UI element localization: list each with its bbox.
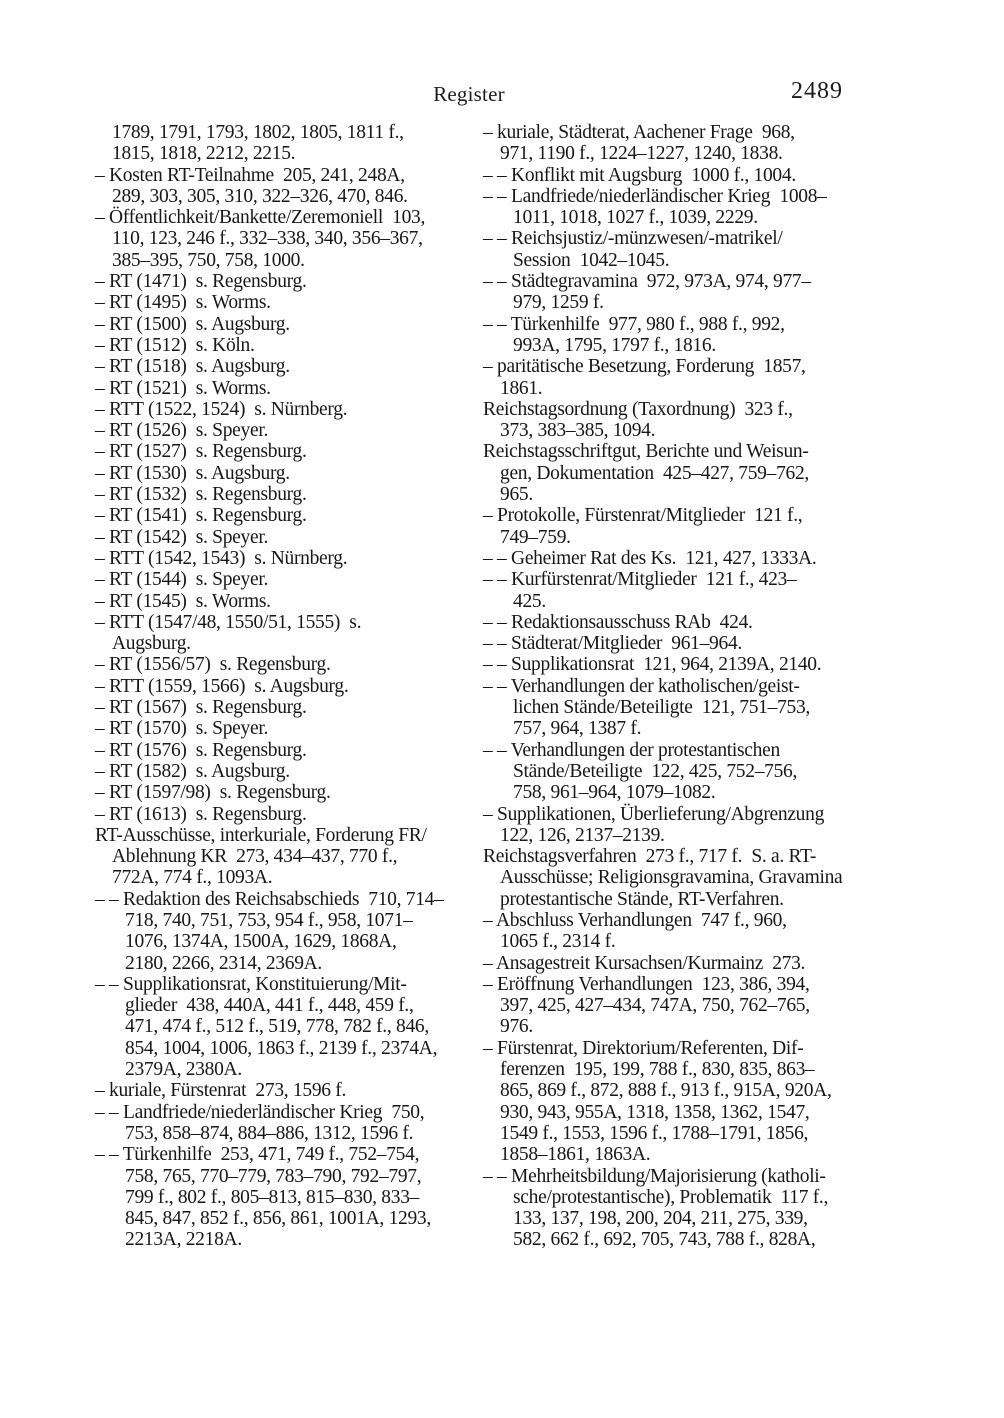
index-column-right — [483, 122, 893, 1251]
index-line: 373, 383–385, 1094. — [500, 420, 656, 442]
index-line: – – Konflikt mit Augsburg 1000 f., 1004. — [483, 164, 796, 186]
index-line: 1076, 1374A, 1500A, 1629, 1868A, — [125, 931, 397, 953]
index-line: – RTT (1547/48, 1550/51, 1555) s. — [95, 611, 362, 633]
index-line: – RT (1527) s. Regensburg. — [95, 441, 307, 463]
index-line: 1815, 1818, 2212, 2215. — [112, 143, 296, 165]
index-line: 993A, 1795, 1797 f., 1816. — [513, 334, 716, 356]
index-line: 110, 123, 246 f., 332–338, 340, 356–367, — [112, 228, 423, 250]
index-line: Reichstagsschriftgut, Berichte und Weisun- — [483, 441, 809, 463]
index-line: – kuriale, Fürstenrat 273, 1596 f. — [95, 1080, 347, 1102]
index-line: Ausschüsse; Religionsgravamina, Gravamina — [500, 867, 843, 889]
index-line: – – Redaktionsausschuss RAb 424. — [483, 611, 753, 633]
index-line: – – Mehrheitsbildung/Majorisierung (katholi- — [483, 1165, 826, 1187]
index-line: 1861. — [500, 377, 543, 399]
index-line: 1789, 1791, 1793, 1802, 1805, 1811 f., — [112, 122, 404, 143]
running-head-title: Register — [433, 82, 505, 106]
index-line: 582, 662 f., 692, 705, 743, 788 f., 828A, — [513, 1229, 816, 1251]
index-line: – RT (1597/98) s. Regensburg. — [95, 782, 331, 804]
index-line: 1549 f., 1553, 1596 f., 1788–1791, 1856, — [500, 1122, 809, 1144]
index-line: Augsburg. — [112, 633, 191, 655]
index-line: Ablehnung KR 273, 434–437, 770 f., — [112, 846, 398, 868]
index-line: 2213A, 2218A. — [125, 1229, 242, 1251]
index-line: – – Türkenhilfe 253, 471, 749 f., 752–754, — [95, 1144, 420, 1166]
index-line: 979, 1259 f. — [513, 292, 604, 314]
index-line: – Abschluss Verhandlungen 747 f., 960, — [483, 909, 787, 931]
index-line: – RT (1500) s. Augsburg. — [95, 313, 290, 335]
index-line: – Protokolle, Fürstenrat/Mitglieder 121 f., — [483, 505, 803, 527]
index-line: 854, 1004, 1006, 1863 f., 2139 f., 2374A, — [125, 1037, 438, 1059]
index-line: Reichstagsordnung (Taxordnung) 323 f., — [483, 398, 793, 420]
index-line: – RT (1530) s. Augsburg. — [95, 462, 290, 484]
index-line: 471, 474 f., 512 f., 519, 778, 782 f., 846, — [125, 1016, 429, 1038]
index-line: 1065 f., 2314 f. — [500, 931, 616, 953]
index-line: – RT (1582) s. Augsburg. — [95, 760, 290, 782]
index-line: – RT (1541) s. Regensburg. — [95, 505, 307, 527]
index-line: – Eröffnung Verhandlungen 123, 386, 394, — [483, 973, 810, 995]
index-line: – RT (1471) s. Regensburg. — [95, 271, 307, 293]
index-line: – – Verhandlungen der katholischen/geist- — [483, 675, 800, 697]
index-line: Reichstagsverfahren 273 f., 717 f. S. a. RT- — [483, 846, 817, 868]
index-line: – – Verhandlungen der protestantischen — [483, 739, 780, 761]
index-line: 289, 303, 305, 310, 322–326, 470, 846. — [112, 185, 408, 207]
index-line: 122, 126, 2137–2139. — [500, 824, 665, 846]
index-line: 718, 740, 751, 753, 954 f., 958, 1071– — [125, 909, 413, 931]
index-line: – RT (1526) s. Speyer. — [95, 420, 269, 442]
index-line: 2180, 2266, 2314, 2369A. — [125, 952, 323, 974]
index-line: 397, 425, 427–434, 747A, 750, 762–765, — [500, 995, 810, 1017]
page-number: 2489 — [791, 78, 843, 104]
index-line: – RT (1521) s. Worms. — [95, 377, 271, 399]
index-line: – – Landfriede/niederländischer Krieg 1008– — [483, 185, 827, 207]
index-line: – RT (1518) s. Augsburg. — [95, 356, 290, 378]
index-line: – – Türkenhilfe 977, 980 f., 988 f., 992, — [483, 313, 785, 335]
index-line: 976. — [500, 1016, 533, 1038]
index-line: – – Kurfürstenrat/Mitglieder 121 f., 423– — [483, 569, 797, 591]
index-line: 971, 1190 f., 1224–1227, 1240, 1838. — [500, 143, 783, 165]
index-line: – RT (1576) s. Regensburg. — [95, 739, 307, 761]
index-line: – – Reichsjustiz/-münzwesen/-matrikel/ — [483, 228, 783, 250]
index-line: – Öffentlichkeit/Bankette/Zeremoniell 103, — [95, 207, 426, 229]
index-line: 930, 943, 955A, 1318, 1358, 1362, 1547, — [500, 1101, 810, 1123]
index-line: Session 1042–1045. — [513, 249, 670, 271]
index-line: – RT (1545) s. Worms. — [95, 590, 271, 612]
index-line: RT-Ausschüsse, interkuriale, Forderung FR/ — [95, 824, 427, 846]
index-line: – RT (1544) s. Speyer. — [95, 569, 269, 591]
index-line: – RT (1495) s. Worms. — [95, 292, 271, 314]
index-line: – RTT (1542, 1543) s. Nürnberg. — [95, 547, 348, 569]
index-line: – RT (1512) s. Köln. — [95, 334, 255, 356]
running-head — [95, 80, 843, 108]
index-line: – – Geheimer Rat des Ks. 121, 427, 1333A. — [483, 547, 817, 569]
index-line: – Kosten RT-Teilnahme 205, 241, 248A, — [95, 164, 405, 186]
index-line: Stände/Beteiligte 122, 425, 752–756, — [513, 760, 798, 782]
index-line: – kuriale, Städterat, Aachener Frage 968, — [483, 122, 795, 143]
index-line: – – Städterat/Mitglieder 961–964. — [483, 633, 742, 655]
index-line: – – Redaktion des Reichsabschieds 710, 714– — [95, 888, 444, 910]
index-line: sche/protestantische), Problematik 117 f., — [513, 1186, 829, 1208]
index-line: protestantische Stände, RT-Verfahren. — [500, 888, 784, 910]
index-line: 1858–1861, 1863A. — [500, 1144, 651, 1166]
index-line: 865, 869 f., 872, 888 f., 913 f., 915A, 920A, — [500, 1080, 832, 1102]
index-line: – RT (1532) s. Regensburg. — [95, 484, 307, 506]
index-line: 385–395, 750, 758, 1000. — [112, 249, 305, 271]
index-line: – RT (1542) s. Speyer. — [95, 526, 269, 548]
index-line: – RT (1567) s. Regensburg. — [95, 697, 307, 719]
index-line: – RTT (1522, 1524) s. Nürnberg. — [95, 398, 348, 420]
index-line: – RTT (1559, 1566) s. Augsburg. — [95, 675, 349, 697]
index-line: 425. — [513, 590, 546, 612]
index-line: 758, 961–964, 1079–1082. — [513, 782, 716, 804]
index-line: 758, 765, 770–779, 783–790, 792–797, — [125, 1165, 422, 1187]
index-line: lichen Stände/Beteiligte 121, 751–753, — [513, 697, 810, 719]
index-line: 1011, 1018, 1027 f., 1039, 2229. — [513, 207, 758, 229]
index-line: ferenzen 195, 199, 788 f., 830, 835, 863– — [500, 1059, 815, 1081]
index-line: – – Supplikationsrat 121, 964, 2139A, 2140. — [483, 654, 822, 676]
index-line: 2379A, 2380A. — [125, 1059, 242, 1081]
index-line: 845, 847, 852 f., 856, 861, 1001A, 1293, — [125, 1208, 431, 1230]
index-line: – RT (1613) s. Regensburg. — [95, 803, 307, 825]
index-line: 757, 964, 1387 f. — [513, 718, 642, 740]
index-line: – Ansagestreit Kursachsen/Kurmainz 273. — [483, 952, 806, 974]
index-line: 753, 858–874, 884–886, 1312, 1596 f. — [125, 1122, 414, 1144]
index-line: – Supplikationen, Überlieferung/Abgrenzung — [483, 803, 825, 825]
index-line: – paritätische Besetzung, Forderung 1857, — [483, 356, 806, 378]
index-column-left — [95, 122, 487, 1251]
index-line: – – Landfriede/niederländischer Krieg 750, — [95, 1101, 425, 1123]
index-line: – RT (1570) s. Speyer. — [95, 718, 269, 740]
index-line: glieder 438, 440A, 441 f., 448, 459 f., — [125, 995, 414, 1017]
index-line: – – Städtegravamina 972, 973A, 974, 977– — [483, 271, 811, 293]
index-line: – RT (1556/57) s. Regensburg. — [95, 654, 331, 676]
index-line: 799 f., 802 f., 805–813, 815–830, 833– — [125, 1186, 420, 1208]
index-line: – Fürstenrat, Direktorium/Referenten, Dif- — [483, 1037, 804, 1059]
index-line: 772A, 774 f., 1093A. — [112, 867, 273, 889]
index-line: 965. — [500, 484, 533, 506]
index-line: gen, Dokumentation 425–427, 759–762, — [500, 462, 809, 484]
index-line: – – Supplikationsrat, Konstituierung/Mit- — [95, 973, 407, 995]
index-line: 133, 137, 198, 200, 204, 211, 275, 339, — [513, 1208, 808, 1230]
index-line: 749–759. — [500, 526, 571, 548]
